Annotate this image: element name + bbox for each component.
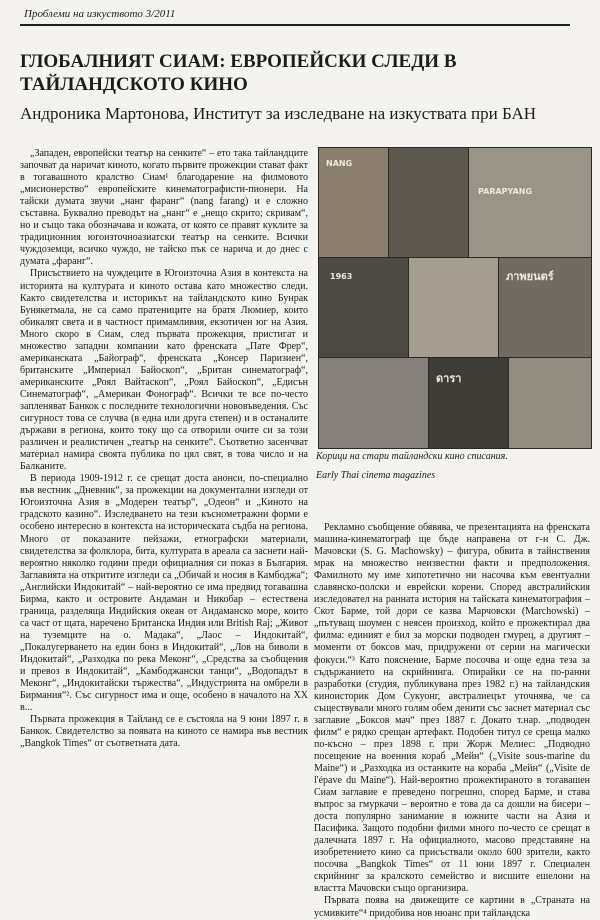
cover-image (388, 147, 470, 259)
cover-image (408, 257, 500, 359)
left-column (20, 148, 308, 798)
cover-label: PARAPYANG (478, 187, 533, 196)
paragraph: Рекламно съобщение обявява, че презентацията на френската машина-кинематограф ще бъде направена от г-н С. Дж. Мачовски (S. G. Machowsky) – фигура, обвита в тайнствения мрак на множество неизвестни факти и предположения. Фамилното му име хипотетично ни насочва към евентуални славянско-полски и еврейски корени. Според австралийския изследовател на ранната история на тайската кинематография – Скот Барме, той дори се казва Марчовски (Marchowski) – „пътуващ шоумен с неясен произход, който е прожектирал два филма: единият е бил за морски подводен гмурец, а другият – моменти от боксов мач, придружени от серии на магически фокуси.“³ Като пояснение, Барме посочва и още една теза за съдържанието на скрийнинга. Опирайки се на по-ранни разработки (студия, публикувана през 1982 г.) на тайландския киноисторик Дом Сукуонг, австралиецът уточнява, че са съществували много голям обем денити със заснет материал със заглавие „Боксов мач“ през 1887 г. Докато т.нар. „подводен филм“ е рядко срещан артефакт. Подобен титул се среща малко по-късно – през 1898 г. при Жорж Мелиес: „Подводно посещение на военния кораб „Мейн“ („Visite sous-marine du Maine“) и „Разходка из останките на кораба „Мейн“ („Visite de l'épave du Maine“). Най-вероятно прожектираното в тогавашен Сиам заглавие е преведено погрешно, според Барме, и става въпрос за гмуркачи – вероятно е това да са дошли на бисери – доста популярно занимание в южните части на Азия и Пасифика. Защото подобни филми много по-често се срещат в далечната 1897 г. На официалното, масово представяне на изобретението кино са присъствали около 600 зрители, както посочва „Bangkok Times“ от 11 юни 1897 г. Специален скрийнинг за кралското семейство и висшите ешелони на властта Мачовски също организира. (314, 522, 590, 895)
author-line: Андроника Мартонова, Институт за изследване на изкуствата при БАН (20, 104, 537, 123)
cover-label: 1963 (330, 272, 353, 281)
paragraph: Първата поява на движещите се картини в „Страната на усмивките“⁴ придобива нов нюанс при тайландска (314, 895, 590, 919)
paragraph: Присъствието на чуждеците в Югоизточна Азия в контекста на историята на културата и киното остава като множество следи. Както свидетелства и историкът на тайландското кино Бунрак Бунякетмала, не са само пратениците на братя Люмиер, които обикалят света и в частност примамливия, екзотичен юг на Азия. Много скоро в Сиам, след първата прожекция, пристигат и множество западни компании като френската „Пате Фрер“, американската „Байограф“, френската „Консер Паризиен“, британските „Империал Байоскоп“, „Британ синематограф“, американските „Роял Вайтаскоп“, „Роял Байоскоп“, „Едисън Синематограф“, „Американ Фонограф“. Всички те все по-често запленяват Банкок с последните технологични нововъведения. Със сигурност това се случва (в една или друга степен) и в останалите държави в региона, които току що са отворили очите си за този различен и реалистичен „театър на сенките“. Съответно засенчват материал намира своята публика по цял свят, в това число и на Балканите. (20, 268, 308, 473)
cover-label: ภาพยนตร์ (506, 270, 554, 283)
cover-label: NANG (326, 159, 353, 168)
cover-image (508, 357, 592, 449)
cover-image (318, 357, 430, 449)
cover-label: ดารา (436, 372, 462, 385)
cover-image (468, 147, 592, 259)
paragraph: Първата прожекция в Тайланд се е състояла на 9 юни 1897 г. в Банкок. Свидетелство за появата на киното се намира във вестник „Bangkok Times“ от съответната дата. (20, 714, 308, 750)
header-rule (20, 24, 570, 26)
caption-english: Early Thai cinema magazines (316, 470, 436, 481)
figure-caption (316, 450, 592, 488)
running-head: Проблеми на изкуството 3/2011 (24, 8, 176, 20)
paragraph: В периода 1909-1912 г. се срещат доста анонси, по-специално във вестник „Дневник“, за прожекции на документални изгледи от Югоизточна Азия в „Модерен театър“, „Одеон“ и „Киното на градското казино“. Изследването на тези къснометражни форми е особено интересно в контекста на историческата съдба на региона. Много от показаните пейзажи, етнографски материали, свидетелства за фолклора, бита, културата в ареала са заснети най-вероятно няколко години преди официалния си показ в България. Заглавията на откритите изгледи са „Обичай и носия в Камбоджа“; „Английски Индокитай“ – най-вероятно се има предвид тогавашна Бирма, както и островите Андаман и Никобар – естествена граница, разделяща Индийския океан от Андаманско море, които са част от щата, наречено Британска Индия или British Raj; „Живот на туземците на о. Мадака“, „Лаос – Индокитай“, „Покалугерването на един бонз в Индокитай“, „Лов на биволи в Индокитай“, „Разходка по река Меконг“, „Средства за съобщения и превоз в Индокитай“, „Камбоджански танци“, „Водопадът в Меконг“, „Индокитайски тържества“, „Индустрията на омбрели в Бирмания“². Със сигурност има и още, особено в началото на ХХ в... (20, 473, 308, 714)
article-title: ГЛОБАЛНИЯТ СИАМ: ЕВРОПЕЙСКИ СЛЕДИ В ТАЙЛАНДСКОТО КИНО (20, 51, 457, 95)
paragraph: „Западен, европейски театър на сенките“ – ето така тайландците започват да наричат киното, когато първите прожекции стават факт в тогавашното кралство Сиам¹ благодарение на филмовото „мисионерство“ европейските кинематографисти-пионери. На тайски думата звучи „нанг фаранг“ (nang farang) и е сложно съставна. Буквално преводът на „нанг“ е „нещо скрито; скривам“, но и също така обозначава и кожата, от която се правят куклите за традиционния югоизточноазиатски театър на сенките. Всички чуждоземци, всичко чуждо, не тайско пък се нарича и до днес с думата „фаранг“. (20, 148, 308, 268)
magazine-covers-photo (318, 147, 590, 447)
caption-bulgarian: Корици на стари тайландски кино списания. (316, 451, 508, 462)
right-column (314, 522, 590, 919)
